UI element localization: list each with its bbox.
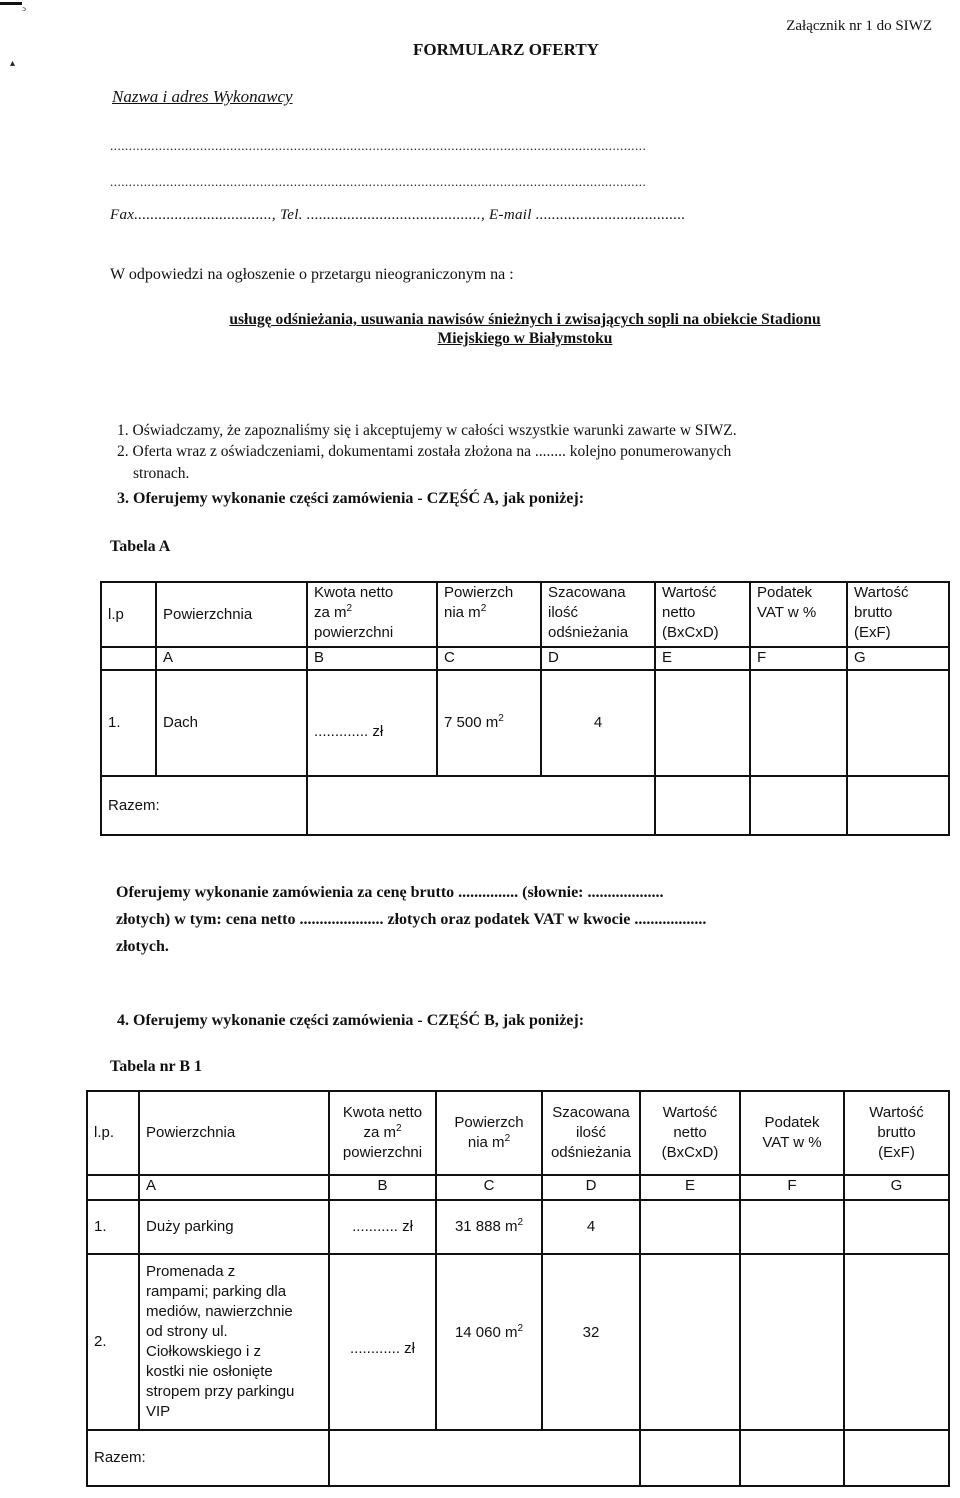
table-a-total-row (101, 776, 949, 835)
row-qty: 32 (542, 1254, 640, 1430)
col-qty-header: Szacowana ilość odśnieżania (541, 582, 655, 647)
declaration-4: 4. Oferujemy wykonanie części zamówienia - CZĘŚĆ B, jak poniżej: (117, 1012, 585, 1029)
table-a (100, 581, 950, 836)
row-net (640, 1200, 740, 1254)
table-a-title: Tabela A (110, 538, 171, 555)
scan-mark: ▴ (10, 58, 16, 69)
column-letter: D (541, 647, 655, 670)
total-vat (750, 776, 847, 835)
col-area-header: Powierzch nia $m^2$ (436, 1091, 542, 1175)
table-row (101, 670, 949, 776)
row-price: ............ zł (329, 1254, 436, 1430)
total-label: Razem: (101, 776, 307, 835)
col-net-header: Wartość netto (BxCxD) (655, 582, 750, 647)
col-lp-header: l.p (101, 582, 156, 647)
contractor-dots-line: ............................................................................................................................................... (110, 174, 647, 189)
total-spacer (307, 776, 655, 835)
col-net-header: Wartość netto (BxCxD) (640, 1091, 740, 1175)
row-lp: 1. (87, 1200, 139, 1254)
column-letter: C (436, 1175, 542, 1200)
row-area: 14 060 $m^2$ (436, 1254, 542, 1430)
row-vat (740, 1254, 844, 1430)
col-price-header: Kwota netto za $m^2$ powierzchni (329, 1091, 436, 1175)
row-vat (740, 1200, 844, 1254)
row-vat (750, 670, 847, 776)
total-spacer (329, 1430, 640, 1486)
total-vat (740, 1430, 844, 1486)
column-letter: D (542, 1175, 640, 1200)
col-surface-header: Powierzchnia (156, 582, 307, 647)
row-net (655, 670, 750, 776)
row-gross (844, 1254, 949, 1430)
scan-mark: ᵓ (22, 4, 27, 18)
col-gross-header: Wartość brutto (ExF) (844, 1091, 949, 1175)
subject-line-2: Miejskiego w Białymstoku (437, 330, 613, 347)
row-area: 7 500 $m^2$ (437, 670, 541, 776)
row-lp: 1. (101, 670, 156, 776)
summary-line-2: złotych) w tym: cena netto ..................... złotych oraz podatek VAT w kwocie .................. (116, 911, 707, 928)
table-a-letters-row (101, 647, 949, 670)
table-b-letters-row (87, 1175, 949, 1200)
table-a-header-row (101, 582, 949, 647)
column-letter: A (139, 1175, 329, 1200)
total-gross (847, 776, 949, 835)
annex-label: Załącznik nr 1 do SIWZ (786, 18, 932, 34)
col-lp-header: l.p. (87, 1091, 139, 1175)
declaration-3: 3. Oferujemy wykonanie części zamówienia - CZĘŚĆ A, jak poniżej: (117, 490, 585, 507)
column-letter: E (655, 647, 750, 670)
column-letter: F (740, 1175, 844, 1200)
col-vat-header: Podatek VAT w % (750, 582, 847, 647)
table-b-header-row (87, 1091, 949, 1175)
declaration-2: 2. Oferta wraz z oświadczeniami, dokumentami została złożona na ........ kolejno ponumerowanych (117, 443, 732, 460)
summary-line-1: Oferujemy wykonanie zamówienia za cenę brutto ............... (słownie: ................... (116, 884, 664, 901)
form-title: FORMULARZ OFERTY (413, 40, 599, 59)
total-net (655, 776, 750, 835)
col-vat-header: Podatek VAT w % (740, 1091, 844, 1175)
column-letter: B (307, 647, 437, 670)
column-letter: F (750, 647, 847, 670)
column-letter: G (844, 1175, 949, 1200)
row-gross (847, 670, 949, 776)
column-letter: B (329, 1175, 436, 1200)
subject-line-1: usługę odśnieżania, usuwania nawisów śnieżnych i zwisających sopli na obiekcie Stadionu (229, 311, 821, 328)
row-lp: 2. (87, 1254, 139, 1430)
contractor-label: Nazwa i adres Wykonawcy (112, 87, 293, 106)
table-b-title: Tabela nr B 1 (110, 1058, 203, 1075)
col-gross-header: Wartość brutto (ExF) (847, 582, 949, 647)
table-b-total-row (87, 1430, 949, 1486)
column-letter: C (437, 647, 541, 670)
declaration-2-cont: stronach. (133, 465, 190, 482)
row-area: 31 888 $m^2$ (436, 1200, 542, 1254)
row-qty: 4 (542, 1200, 640, 1254)
row-net (640, 1254, 740, 1430)
table-b (86, 1090, 950, 1487)
total-net (640, 1430, 740, 1486)
row-surface: Dach (156, 670, 307, 776)
row-price: ........... zł (329, 1200, 436, 1254)
row-surface: Duży parking (139, 1200, 329, 1254)
row-surface: Promenada z rampami; parking dla mediów, nawierzchnie od strony ul. Ciołkowskiego i z kostki nie osłonięte stropem przy parkingu VIP (139, 1254, 329, 1430)
declaration-1: 1. Oświadczamy, że zapoznaliśmy się i akceptujemy w całości wszystkie warunki zawarte w SIWZ. (117, 422, 737, 439)
col-surface-header: Powierzchnia (139, 1091, 329, 1175)
column-letter: G (847, 647, 949, 670)
col-area-header: Powierzch nia $m^2$ (437, 582, 541, 647)
table-row (87, 1200, 949, 1254)
fax-phone-email-line: Fax.................................., Tel. ..........................................., E-mail ..................................... (110, 207, 686, 223)
total-label: Razem: (87, 1430, 329, 1486)
col-price-header: Kwota netto za $m^2$ powierzchni (307, 582, 437, 647)
column-letter: A (156, 647, 307, 670)
intro-line: W odpowiedzi na ogłoszenie o przetargu nieograniczonym na : (110, 266, 514, 283)
summary-line-3: złotych. (116, 938, 169, 955)
col-qty-header: Szacowana ilość odśnieżania (542, 1091, 640, 1175)
contractor-dots-line: ............................................................................................................................................... (110, 138, 647, 153)
row-price: ............. zł (307, 670, 437, 776)
scan-mark (0, 2, 22, 5)
table-row (87, 1254, 949, 1430)
total-gross (844, 1430, 949, 1486)
row-qty: 4 (541, 670, 655, 776)
column-letter: E (640, 1175, 740, 1200)
row-gross (844, 1200, 949, 1254)
